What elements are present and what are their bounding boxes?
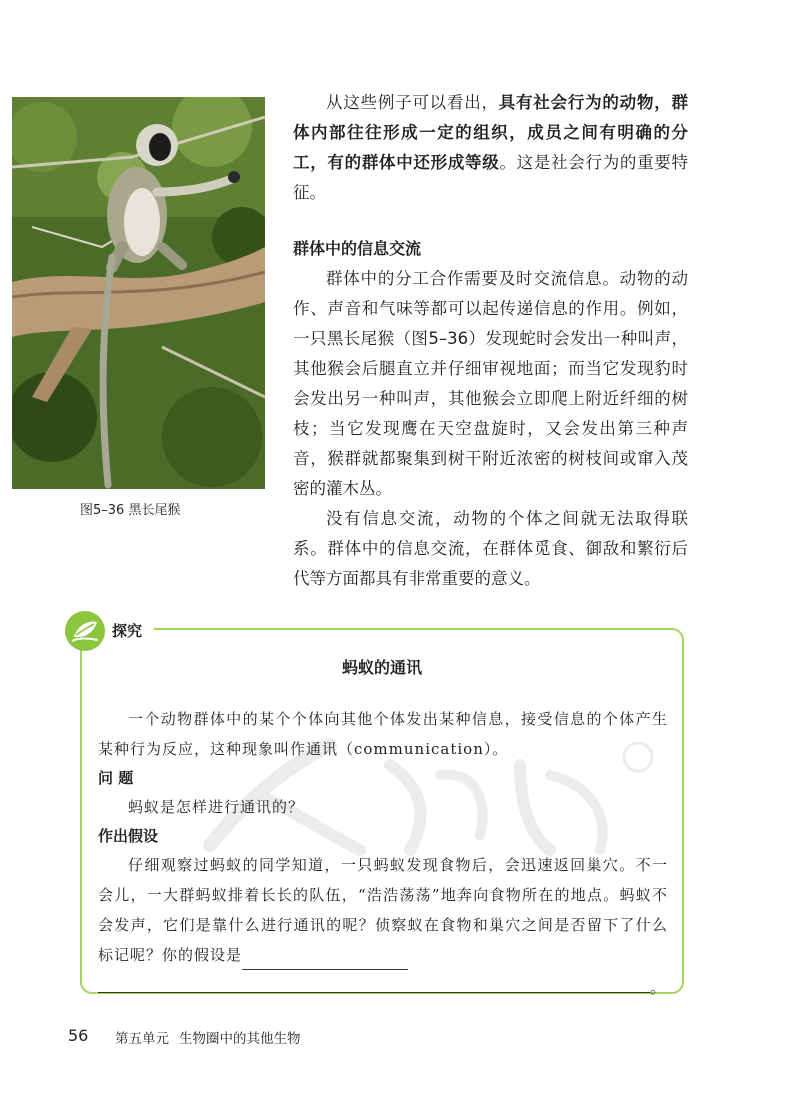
- monkey-photo: [12, 97, 265, 489]
- section-heading: 群体中的信息交流: [293, 239, 422, 258]
- end-mark: 。: [650, 978, 667, 997]
- question-text: 蚂蚁是怎样进行通讯的？: [128, 798, 305, 816]
- leaf-icon: [64, 610, 106, 652]
- hypothesis-prompt: 仔细观察过蚂蚁的同学知道，一只蚂蚁发现食物后，会迅速返回巢穴。不一会儿，一大群蚂蚁排着长长的队伍，“浩浩荡荡”地奔向食物所在的地点。蚂蚁不会发声，它们是靠什么进行通讯的呢？侦察蚁在食物和巢穴之间是否留下了什么标记呢？你的假设是: [98, 856, 668, 964]
- explore-label: 探究: [112, 622, 143, 640]
- figure-caption: 图5–36 黑长尾猴: [80, 503, 181, 518]
- question-heading: 问 题: [98, 769, 134, 787]
- answer-blank-line[interactable]: [98, 970, 650, 993]
- paragraph-conclusion: 没有信息交流，动物的个体之间就无法取得联系。群体中的信息交流，在群体觅食、御敌和繁衍后代等方面都具有非常重要的意义。: [293, 509, 688, 588]
- page-number: 56: [68, 1026, 89, 1045]
- p1-bold-text: 具有社会行为的动物，群体内部往往形成一定的组织，成员之间有明确的分工，有的群体中还形成等级: [293, 93, 689, 172]
- footer-chapter: 生物圈中的其他生物: [179, 1031, 301, 1047]
- p1-text-start: 从这些例子可以看出，: [326, 93, 499, 112]
- p1-text-end: 。这是社会行为的重要特征。: [293, 153, 689, 202]
- hypothesis-text: [98, 850, 668, 970]
- paragraph-communication: 群体中的分工合作需要及时交流信息。动物的动作、声音和气味等都可以起传递信息的作用。例如，一只黑长尾猴（图5–36）发现蛇时会发出一种叫声，其他猴会后腿直立并仔细审视地面；而当它发现豹时会发出另一种叫声，其他猴会立即爬上附近纤细的树枝；当它发现鹰在天空盘旋时，又会发出第三种声音，猴群就都聚集到树干附近浓密的树枝间或窜入茂密的灌木丛。: [293, 269, 688, 498]
- running-footer: [115, 1027, 311, 1047]
- explore-body: [98, 704, 668, 998]
- hypothesis-answer-line: [98, 970, 668, 998]
- main-text: [293, 88, 688, 594]
- explore-title: 蚂蚁的通讯: [341, 658, 422, 677]
- hypothesis-heading: 作出假设: [98, 827, 159, 845]
- explore-intro: 一个动物群体中的某个个体向其他个体发出某种信息，接受信息的个体产生某种行为反应，这种现象叫作通讯（communication）。: [98, 710, 668, 758]
- paragraph-social-behavior: [293, 88, 688, 208]
- hypothesis-blank[interactable]: [242, 951, 408, 970]
- footer-unit: 第五单元: [115, 1031, 169, 1047]
